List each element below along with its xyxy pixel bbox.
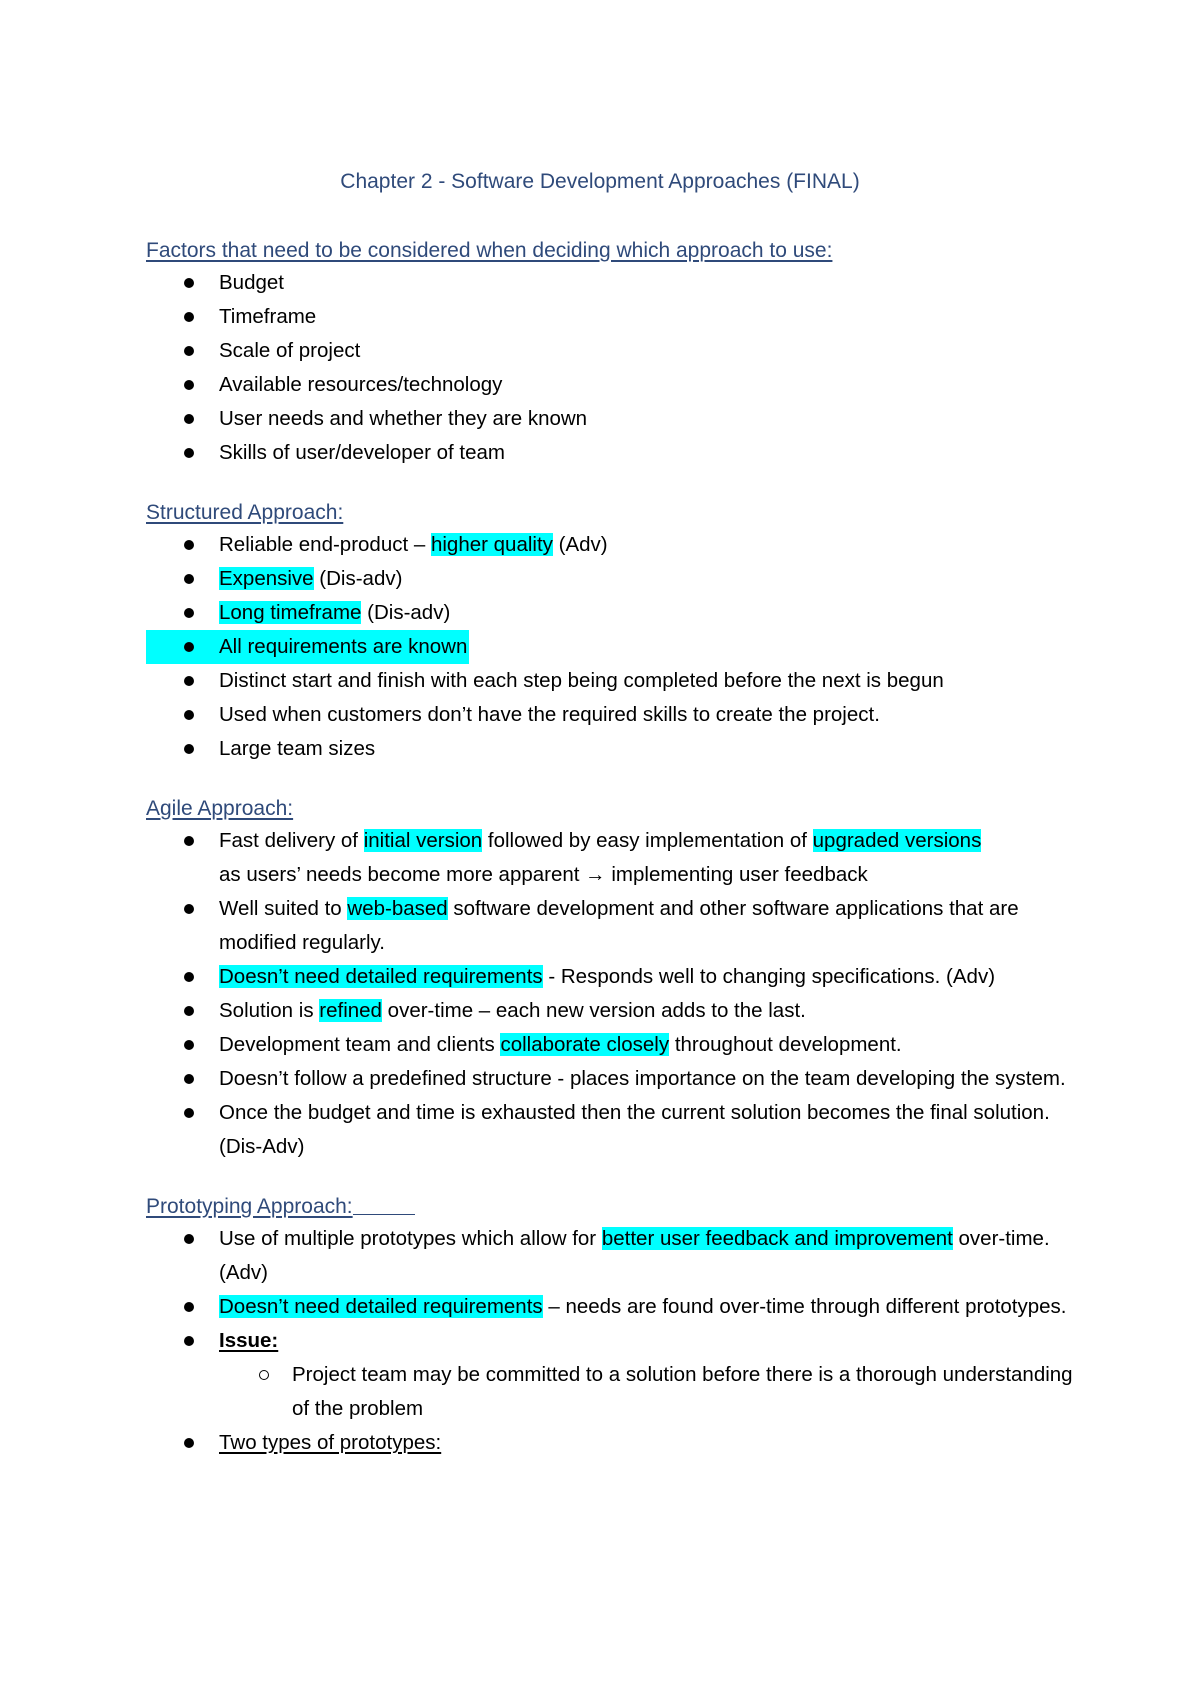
structured-list <box>146 528 1086 766</box>
list-item: Timeframe <box>146 300 1086 334</box>
bullet-icon <box>184 1234 194 1244</box>
list-item: Large team sizes <box>146 732 1086 766</box>
bullet-icon <box>184 744 194 754</box>
list-item: Used when customers don’t have the required skills to create the project. <box>146 698 1086 732</box>
highlight: collaborate closely <box>500 1033 670 1056</box>
bullet-icon <box>184 1108 194 1118</box>
prototype-types-label: Two types of prototypes: <box>219 1431 442 1454</box>
prototyping-list <box>146 1222 1086 1460</box>
bullet-icon <box>184 1438 194 1448</box>
issue-label: Issue: <box>219 1329 279 1352</box>
bullet-icon <box>184 574 194 584</box>
list-item: Development team and clients collaborate closely throughout development. <box>146 1028 1086 1062</box>
bullet-icon <box>184 278 194 288</box>
agile-heading: Agile Approach: <box>146 797 294 820</box>
highlight: refined <box>319 999 382 1022</box>
list-item: Well suited to web-based software development and other software applications that are modified regularly. <box>146 892 1086 960</box>
bullet-icon <box>184 540 194 550</box>
list-item: Solution is refined over-time – each new version adds to the last. <box>146 994 1086 1028</box>
bullet-icon <box>184 676 194 686</box>
bullet-icon <box>184 1336 194 1346</box>
list-item: Distinct start and finish with each step being completed before the next is begun <box>146 664 1086 698</box>
list-item: Doesn’t follow a predefined structure - places importance on the team developing the system. <box>146 1062 1086 1096</box>
highlight: Doesn’t need detailed requirements <box>219 965 543 988</box>
issue-sublist <box>219 1358 1086 1426</box>
list-item: Available resources/technology <box>146 368 1086 402</box>
factors-heading: Factors that need to be considered when deciding which approach to use: <box>146 239 833 262</box>
highlight: initial version <box>363 829 483 852</box>
list-item: Doesn’t need detailed requirements – needs are found over-time through different prototypes. <box>146 1290 1086 1324</box>
bullet-icon <box>184 346 194 356</box>
bullet-icon <box>184 1302 194 1312</box>
list-item: Use of multiple prototypes which allow for better user feedback and improvement over-time. (Adv) <box>146 1222 1086 1290</box>
hollow-bullet-icon <box>259 1370 269 1380</box>
bullet-icon <box>184 312 194 322</box>
list-item <box>146 630 1086 664</box>
bullet-icon <box>184 836 194 846</box>
highlight: web-based <box>347 897 448 920</box>
bullet-icon <box>184 1006 194 1016</box>
bullet-icon <box>184 414 194 424</box>
list-item: User needs and whether they are known <box>146 402 1086 436</box>
bullet-icon <box>184 972 194 982</box>
highlight: Expensive <box>219 567 314 590</box>
highlight: higher quality <box>430 533 553 556</box>
document-body <box>146 236 1086 1460</box>
list-item: Budget <box>146 266 1086 300</box>
bullet-icon <box>184 380 194 390</box>
bullet-icon <box>184 904 194 914</box>
list-item: Once the budget and time is exhausted then the current solution becomes the final solution. (Dis-Adv) <box>146 1096 1086 1164</box>
agile-list <box>146 824 1086 1164</box>
bullet-icon <box>184 710 194 720</box>
list-item <box>146 1324 1086 1426</box>
document-title: Chapter 2 - Software Development Approaches (FINAL) <box>340 170 860 193</box>
highlight: upgraded versions <box>812 829 982 852</box>
list-item <box>146 1426 1086 1460</box>
list-item: Reliable end-product – higher quality (Adv) <box>146 528 1086 562</box>
list-item: Doesn’t need detailed requirements - Responds well to changing specifications. (Adv) <box>146 960 1086 994</box>
bullet-icon <box>184 448 194 458</box>
bullet-icon <box>184 1074 194 1084</box>
list-item: Expensive (Dis-adv) <box>146 562 1086 596</box>
prototyping-heading: Prototyping Approach: <box>146 1192 1086 1222</box>
list-item: Scale of project <box>146 334 1086 368</box>
highlight: better user feedback and improvement <box>601 1227 953 1250</box>
bullet-icon <box>184 642 194 652</box>
factors-list <box>146 266 1086 470</box>
bullet-icon <box>184 1040 194 1050</box>
highlight: Doesn’t need detailed requirements <box>219 1295 543 1318</box>
list-item: Long timeframe (Dis-adv) <box>146 596 1086 630</box>
sub-list-item: Project team may be committed to a solution before there is a thorough understanding of the problem <box>219 1358 1086 1426</box>
bullet-icon <box>184 608 194 618</box>
highlight: All requirements are known <box>146 630 469 664</box>
highlight: Long timeframe <box>219 601 362 624</box>
list-item: Skills of user/developer of team <box>146 436 1086 470</box>
list-item: Fast delivery of initial version followed by easy implementation of upgraded versions as users’ needs become more apparent → implementing user feedback <box>146 824 1086 892</box>
structured-heading: Structured Approach: <box>146 501 344 524</box>
